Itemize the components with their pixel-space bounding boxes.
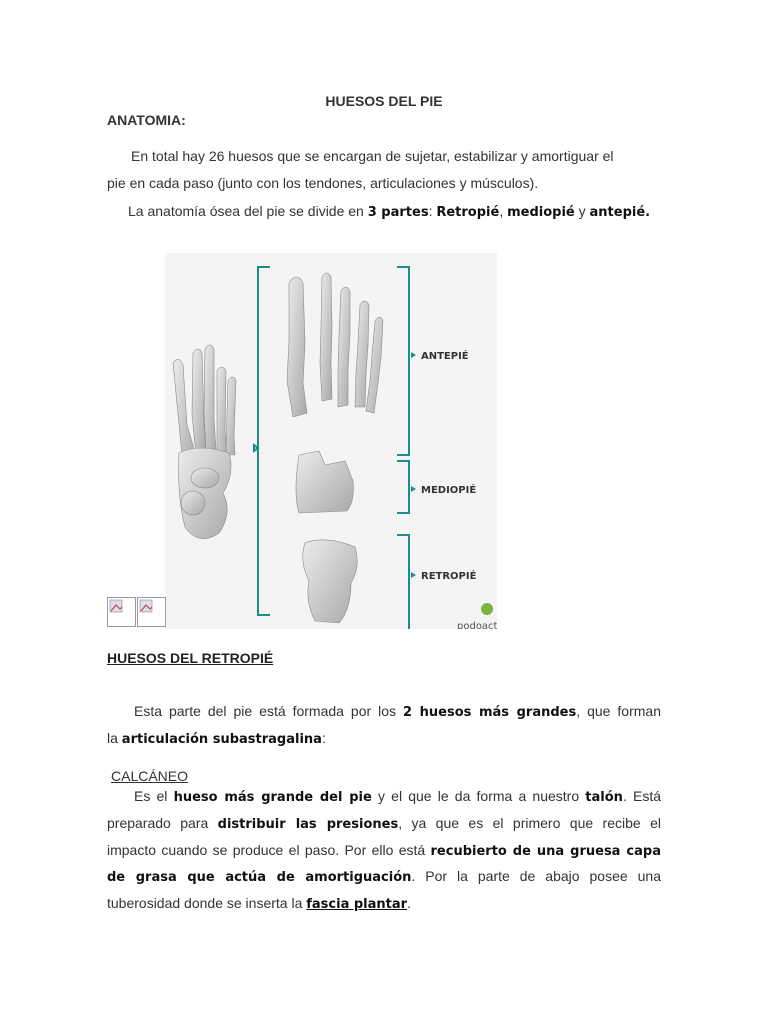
intro-line-2: pie en cada paso (junto con los tendones, articulaciones y músculos).: [107, 175, 539, 191]
retropie-heading: HUESOS DEL RETROPIÉ: [107, 650, 274, 666]
calc-para-line-1: Es el hueso más grande del pie y el que le da forma a nuestro talón. Está: [134, 788, 662, 805]
retro-para-line-2: la articulación subastragalina:: [107, 730, 326, 747]
label-antepie: ANTEPIÉ: [421, 351, 469, 362]
foot-bones-illustration: [165, 253, 497, 629]
podoactiva-logo: [457, 603, 497, 629]
midfoot-drawing: [296, 451, 353, 513]
broken-image-icon: [107, 597, 136, 627]
forefoot-drawing: [287, 273, 383, 417]
calc-para-line-5: tuberosidad donde se inserta la fascia plantar.: [107, 895, 411, 912]
calcaneo-heading: CALCÁNEO: [111, 768, 189, 784]
intro-line-1: En total hay 26 huesos que se encargan de sujetar, estabilizar y amortiguar el: [131, 148, 614, 164]
label-retropie: RETROPIÉ: [421, 571, 477, 582]
full-foot-drawing: [173, 345, 236, 539]
document-title: HUESOS DEL PIE: [325, 93, 443, 109]
broken-image-icon: [137, 597, 166, 627]
label-mediopie: MEDIOPIÉ: [421, 485, 477, 496]
svg-text:podoacti: podoacti: [457, 621, 497, 629]
retro-para-line-1: Esta parte del pie está formada por los 2 huesos más grandes, que forman: [134, 703, 661, 720]
hindfoot-drawing: [303, 540, 358, 623]
calc-para-line-2: preparado para distribuir las presiones, ya que es el primero que recibe el: [107, 815, 661, 832]
calc-para-line-4: de grasa que actúa de amortiguación. Por la parte de abajo posee una: [107, 868, 661, 885]
calc-para-line-3: impacto cuando se produce el paso. Por ello está recubierto de una gruesa capa: [107, 842, 661, 859]
intro-line-3: La anatomía ósea del pie se divide en 3 partes: Retropié, mediopié y antepié.: [128, 203, 651, 220]
foot-bones-figure: [165, 253, 497, 629]
anatomia-heading: ANATOMIA:: [107, 112, 186, 128]
